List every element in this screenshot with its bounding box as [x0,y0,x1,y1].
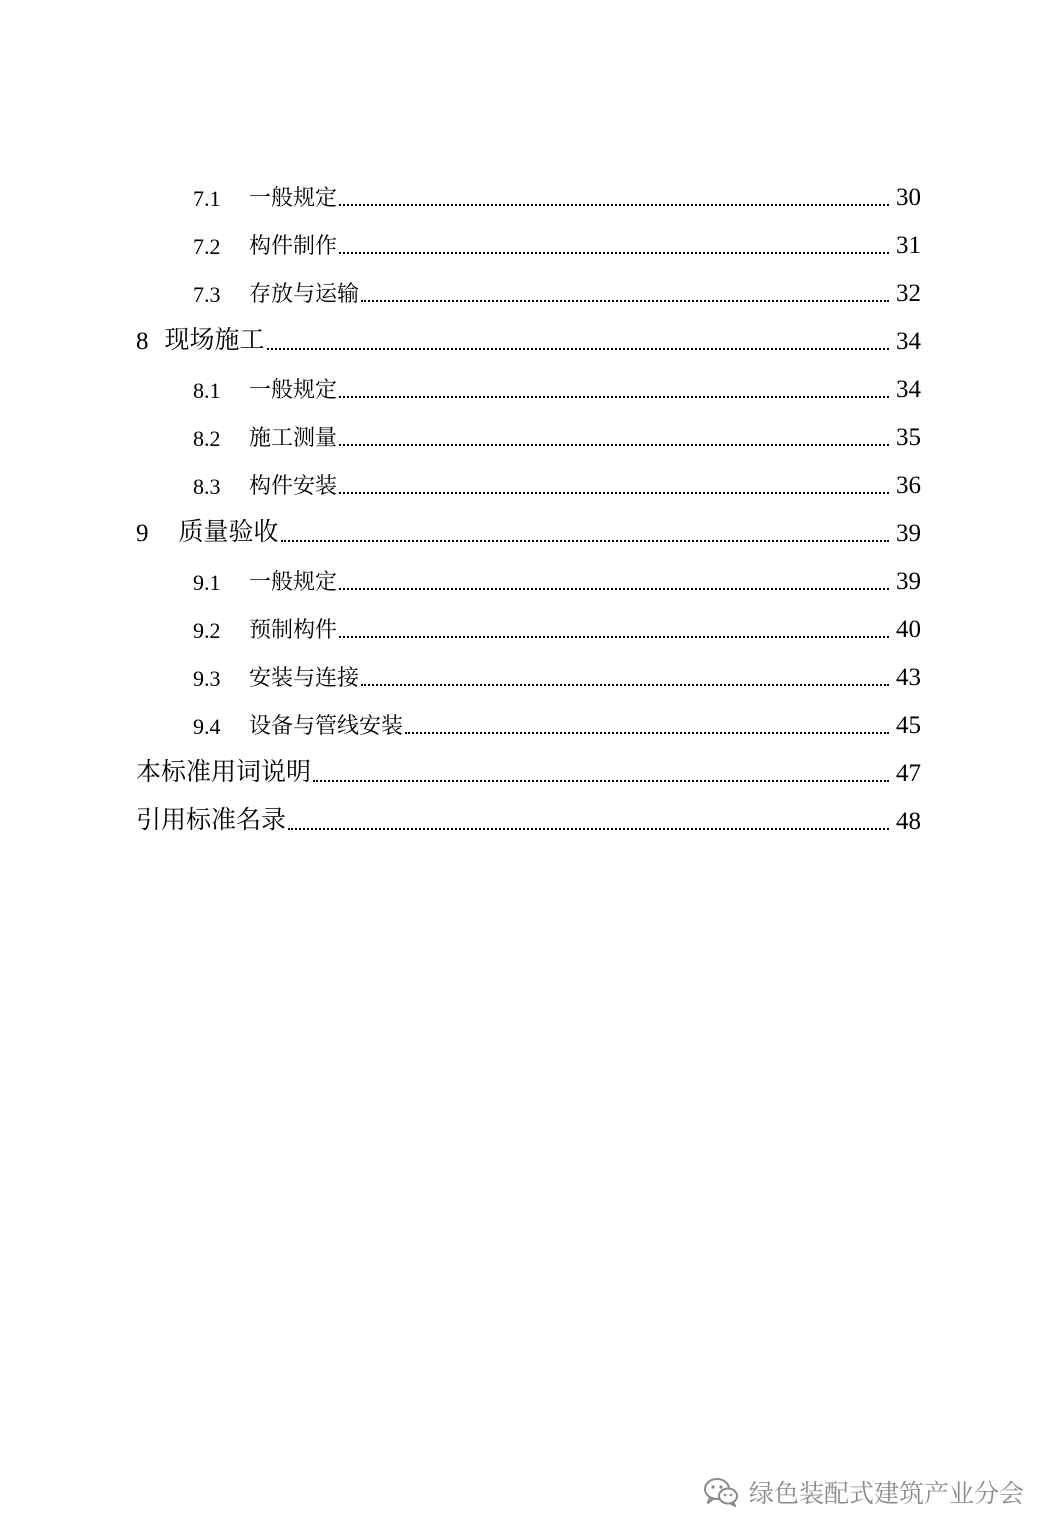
toc-entry-title: 存放与运输 [249,282,360,307]
wechat-icon [703,1477,739,1507]
toc-entry-title: 质量验收 [178,517,279,546]
toc-entry-page: 48 [896,808,921,835]
dot-leader [267,348,889,350]
toc-entry-page: 30 [896,184,921,211]
watermark [703,1474,1024,1510]
dot-leader [288,828,889,830]
dot-leader [339,588,889,590]
dot-leader [339,396,889,398]
toc-entry-page: 47 [896,760,921,787]
dot-leader [339,636,889,638]
dot-leader [339,204,889,206]
toc-entry-page: 39 [896,520,921,547]
toc-entry-page: 39 [896,568,921,595]
toc-entry-8-1[interactable] [0,364,1058,412]
watermark-text: 绿色装配式建筑产业分会 [748,1479,1024,1508]
toc-entry-number: 7.1 [193,186,221,211]
toc-entry-title: 引用标准名录 [136,805,287,834]
toc-entry-8-2[interactable] [0,412,1058,460]
toc-entry-title: 施工测量 [249,426,338,451]
dot-leader [405,732,889,734]
toc-entry-page: 31 [896,232,921,259]
toc-entry-number: 9.3 [193,666,221,691]
dot-leader [313,780,889,782]
toc-entry-number: 8 [136,328,149,355]
dot-leader [281,540,889,542]
toc-entry-number: 7.2 [193,234,221,259]
toc-entry-title: 一般规定 [249,570,338,595]
toc-entry-page: 34 [896,376,921,403]
toc-entry-title: 一般规定 [249,186,338,211]
dot-leader [361,300,889,302]
toc-entry-number: 8.3 [193,474,221,499]
toc-entry-number: 9.4 [193,714,221,739]
toc-entry-9-2[interactable] [0,604,1058,652]
toc-entry-terms[interactable] [0,748,1058,796]
toc-entry-number: 8.2 [193,426,221,451]
toc-entry-references[interactable] [0,796,1058,844]
toc-entry-number: 8.1 [193,378,221,403]
toc-entry-number: 9.1 [193,570,221,595]
toc-entry-number: 9 [136,520,149,547]
toc-entry-page: 36 [896,472,921,499]
table-of-contents [0,172,1058,844]
toc-entry-page: 34 [896,328,921,355]
toc-entry-title: 本标准用词说明 [136,757,312,786]
toc-entry-title: 现场施工 [164,325,265,354]
toc-entry-9-1[interactable] [0,556,1058,604]
toc-entry-page: 35 [896,424,921,451]
toc-chapter-8[interactable] [0,316,1058,364]
toc-entry-9-4[interactable] [0,700,1058,748]
dot-leader [339,492,889,494]
toc-entry-7-1[interactable] [0,172,1058,220]
toc-entry-9-3[interactable] [0,652,1058,700]
toc-entry-title: 构件安装 [249,474,338,499]
toc-entry-number: 9.2 [193,618,221,643]
toc-entry-title: 一般规定 [249,378,338,403]
dot-leader [339,252,889,254]
toc-entry-page: 43 [896,664,921,691]
toc-entry-title: 构件制作 [249,234,338,259]
toc-entry-title: 设备与管线安装 [249,714,404,739]
toc-entry-page: 32 [896,280,921,307]
toc-entry-title: 安装与连接 [249,666,360,691]
toc-entry-number: 7.3 [193,282,221,307]
toc-chapter-9[interactable] [0,508,1058,556]
toc-entry-7-3[interactable] [0,268,1058,316]
toc-entry-8-3[interactable] [0,460,1058,508]
toc-entry-page: 40 [896,616,921,643]
toc-entry-page: 45 [896,712,921,739]
toc-entry-7-2[interactable] [0,220,1058,268]
dot-leader [339,444,889,446]
dot-leader [361,684,889,686]
toc-entry-title: 预制构件 [249,618,338,643]
